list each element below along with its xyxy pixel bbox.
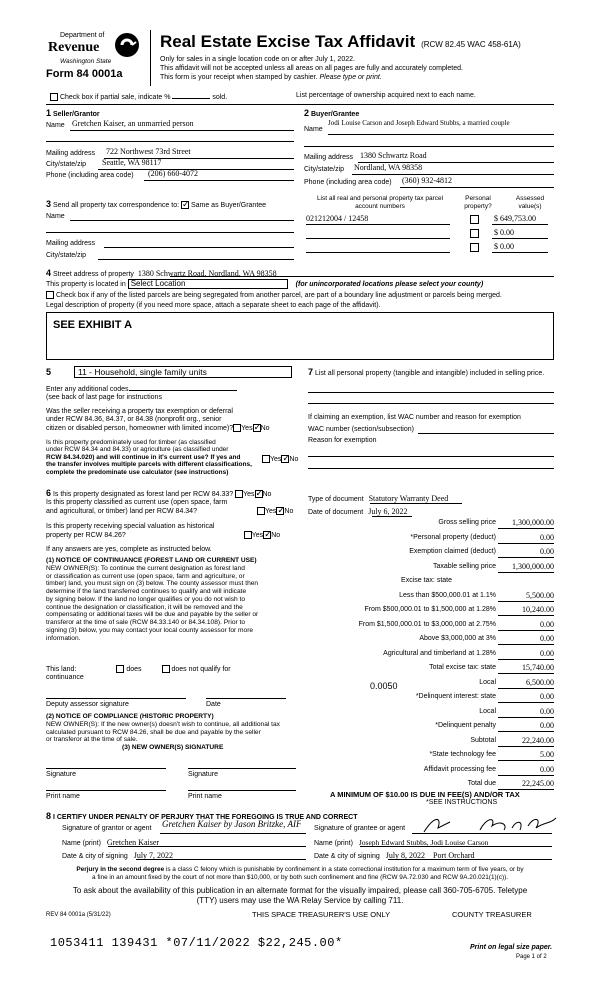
tax-row-value[interactable]: 22,240.00 xyxy=(522,736,554,745)
legal-label: Legal description of property (if you need more space, attach a separate sheet to each page of the affidavit). xyxy=(46,302,381,309)
dor-logo-icon xyxy=(114,32,140,58)
personal-header: Personal property? xyxy=(464,195,492,211)
title-row xyxy=(160,32,521,52)
this-land-row: This land: does does not qualify for continuance xyxy=(46,665,231,681)
personal-property-checkbox[interactable] xyxy=(470,243,479,252)
does-not-checkbox[interactable] xyxy=(162,665,170,673)
assessed-header: Assessed value(s) xyxy=(515,195,545,211)
tax-row-value[interactable]: 5,500.00 xyxy=(526,591,554,600)
buyer-mailing-row: Mailing address 1380 Schwartz Road xyxy=(304,151,427,161)
buyer-heading: 2 Buyer/Grantee xyxy=(304,108,360,118)
tax-row-label: *Personal property (deduct) xyxy=(410,534,496,541)
buyer-city-field[interactable]: Nordland, WA 98358 xyxy=(354,163,423,172)
segregated-row: Check box if any of the listed parcels are being segregated from another parcel, are part of a boundary line adjustment or parcels being merged. xyxy=(46,291,502,300)
tax-row-value[interactable]: 0.00 xyxy=(540,620,554,629)
assessed-value[interactable]: $ 0.00 xyxy=(494,228,514,237)
tax-row-label: Less than $500,000.01 at 1.1% xyxy=(399,592,496,599)
owner-sig-label: Signature xyxy=(46,771,76,778)
s6-q1-yes[interactable] xyxy=(235,490,243,498)
tax-row-label: Total excise tax: state xyxy=(429,664,496,671)
notice-2: This affidavit will not be accepted unless all areas on all pages are fully and accurately completed. xyxy=(160,65,463,73)
revenue-wordmark: Revenue xyxy=(48,40,100,55)
buyer-name-row: Name Jodi Louise Carson and Joseph Edward Stubbs, a married couple xyxy=(304,119,510,133)
q2-no-checkbox[interactable] xyxy=(281,455,289,463)
notice-compliance: (2) NOTICE OF COMPLIANCE (HISTORIC PROPERTY) NEW OWNER(S): If the new owner(s) doesn't wish to continue, all additional tax calculated pursuant to RCW 84.26, shall be due and payable by the seller or transferor at the time of sale. (3) NEW OWNER(S) SIGNATURE xyxy=(46,713,280,752)
ownership-pct-label: List percentage of ownership acquired next to each name. xyxy=(296,92,476,99)
print-name-label: Print name xyxy=(46,793,80,800)
q1-no-checkbox[interactable] xyxy=(253,424,261,432)
s6-q1: 6 Is this property designated as forest land per RCW 84.33? Yes✓ No xyxy=(46,488,271,499)
treasurer-only: THIS SPACE TREASURER'S USE ONLY xyxy=(252,910,391,919)
perjury-notice: Perjury in the second degree is a class C felony which is punishable by confinement in a state correctional institution for a maximum term of five years, or by a fine in an amount fixed by the court of not more than $10,000, or by both such confinement and fine (RCW 9A.72.030 and RCW 9A.20.021(1)(c)). xyxy=(76,866,524,881)
q2-yes-checkbox[interactable] xyxy=(262,455,270,463)
partial-sale-label: Check box if partial sale, indicate % xyxy=(59,93,171,101)
tax-row-value[interactable]: 10,240.00 xyxy=(522,605,554,614)
local-rate: 0.0050 xyxy=(370,681,398,691)
buyer-phone-row: Phone (including area code) (360) 932-4812 xyxy=(304,176,452,186)
grantee-name-row: Name (print) Joseph Edward Stubbs, Jodi Louise Carson xyxy=(314,838,489,847)
tax-row-label: Agricultural and timberland at 1.28% xyxy=(383,650,496,657)
tax-row-label: From $1,500,000.01 to $3,000,000 at 2.75% xyxy=(358,621,496,628)
additional-codes: Enter any additional codes (see back of last page for instructions xyxy=(46,386,237,403)
page-title: Real Estate Excise Tax Affidavit xyxy=(160,32,416,51)
page-number: Page 1 of 2 xyxy=(516,954,547,960)
tax-row-label: Total due xyxy=(467,780,496,787)
s3-name-label: Name xyxy=(46,213,65,220)
dept-line: Department of xyxy=(60,32,105,39)
header-notices xyxy=(160,55,463,82)
doc-date-field[interactable]: July 6, 2022 xyxy=(368,507,408,516)
tax-row-value[interactable]: 22,245.00 xyxy=(522,779,554,788)
use-code-select[interactable]: 11 - Household, single family units xyxy=(74,366,292,378)
grantor-date-row: Date & city of signing July 7, 2022 xyxy=(62,851,174,860)
grantee-signature-icon[interactable] xyxy=(420,814,560,836)
tax-row-label: Subtotal xyxy=(470,737,496,744)
partial-sale-checkbox[interactable] xyxy=(50,93,58,101)
grantor-sig-row: Signature of grantor or agent xyxy=(62,825,152,832)
seller-city-row: City/state/zip Seattle, WA 98117 xyxy=(46,158,162,168)
minimum-due-note: A MINIMUM OF $10.00 IS DUE IN FEE(S) AND/OR TAX xyxy=(330,790,520,799)
tax-row-label: Affidavit processing fee xyxy=(423,766,496,773)
q1-yes-checkbox[interactable] xyxy=(233,424,241,432)
tax-row-value[interactable]: 0.00 xyxy=(540,707,554,716)
does-checkbox[interactable] xyxy=(116,665,124,673)
grantee-date-row: Date & city of signing July 8, 2022 Port Orchard xyxy=(314,851,475,860)
s6-q3-no[interactable] xyxy=(263,531,271,539)
deputy-sig-label: Deputy assessor signature xyxy=(46,701,129,708)
grantor-print-name[interactable]: Gretchen Kaiser xyxy=(106,838,160,847)
street-row: 4 Street address of property 1380 Schwartz Road, Nordland, WA 98358 xyxy=(46,268,277,278)
seller-name-row: Name Gretchen Kaiser, an unmarried person xyxy=(46,119,194,129)
any-yes-note: If any answers are yes, complete as instructed below. xyxy=(46,546,212,553)
buyer-name-field[interactable]: Jodi Louise Carson and Joseph Edward Stubbs, a married couple xyxy=(328,119,510,127)
tax-row-value[interactable]: 0.00 xyxy=(540,765,554,774)
s6-q3-yes[interactable] xyxy=(244,531,252,539)
wac-label: WAC number (section/subsection) xyxy=(308,426,414,433)
tax-row-value[interactable]: 1,300,000.00 xyxy=(512,518,554,527)
tax-row-label: Above $3,000,000 at 3% xyxy=(419,635,496,642)
tax-row-value[interactable]: 6,500.00 xyxy=(526,678,554,687)
doc-date-row: Date of document July 6, 2022 xyxy=(308,507,408,516)
s6-q1-no[interactable] xyxy=(255,490,263,498)
legal-description-text: SEE EXHIBIT A xyxy=(53,319,133,331)
grantor-date[interactable]: July 7, 2022 xyxy=(133,851,174,860)
tax-row-label: Taxable selling price xyxy=(432,563,496,570)
grantee-sig-row: Signature of grantee or agent xyxy=(314,825,406,832)
tax-row-label: *State technology fee xyxy=(429,751,496,758)
tax-row-label: Local xyxy=(479,708,496,715)
tax-row-label: Exemption claimed (deduct) xyxy=(409,548,496,555)
seller-phone-row: Phone (including area code) (206) 660-4072 xyxy=(46,169,198,179)
s3-mailing-label: Mailing address xyxy=(46,240,96,247)
tax-row-label: *Delinquent penalty xyxy=(435,722,496,729)
grantee-city[interactable]: Port Orchard xyxy=(433,851,475,860)
reason-label: Reason for exemption xyxy=(308,437,377,444)
buyer-city-row: City/state/zip Nordland, WA 98358 xyxy=(304,163,423,173)
tax-row-label: From $500,000.01 to $1,500,000 at 1.28% xyxy=(364,606,496,613)
tax-row-value[interactable]: 5.00 xyxy=(540,750,554,759)
location-select[interactable]: Select Location xyxy=(128,279,288,289)
see-instructions: *SEE INSTRUCTIONS xyxy=(426,799,498,806)
location-row: This property is located in Select Location (for unincorporated locations please select your county) xyxy=(46,279,484,288)
tax-row-value[interactable]: 0.00 xyxy=(540,721,554,730)
rev-number: REV 84 0001a (5/31/22) xyxy=(46,912,111,918)
tax-row-value[interactable]: 0.00 xyxy=(540,692,554,701)
legal-paper-note: Print on legal size paper. xyxy=(470,944,553,951)
tax-row-value[interactable]: 0.00 xyxy=(540,634,554,643)
assessed-value[interactable]: $ 0.00 xyxy=(494,242,514,251)
grantee-print-name[interactable]: Joseph Edward Stubbs, Jodi Louise Carson xyxy=(358,838,489,847)
doc-type-row: Type of document Statutory Warranty Deed xyxy=(308,494,449,503)
segregated-checkbox[interactable] xyxy=(46,291,54,299)
assessed-value[interactable]: $ 649,753.00 xyxy=(494,214,536,223)
seller-phone-field[interactable]: (206) 660-4072 xyxy=(148,169,198,178)
tax-row-value[interactable]: 0.00 xyxy=(540,533,554,542)
seller-name-field[interactable]: Gretchen Kaiser, an unmarried person xyxy=(72,119,194,128)
owner-sig-label-2: Signature xyxy=(188,771,218,778)
tax-row-value[interactable]: 0.00 xyxy=(540,649,554,658)
personal-property-checkbox[interactable] xyxy=(470,215,479,224)
s3-city-label: City/state/zip xyxy=(46,252,87,259)
tax-row-value[interactable]: 0.00 xyxy=(540,547,554,556)
tax-row-label: Gross selling price xyxy=(438,519,496,526)
section3-row: 3 Send all property tax correspondence to: ✓ Same as Buyer/Grantee xyxy=(46,199,266,210)
buyer-phone-field[interactable]: (360) 932-4812 xyxy=(402,176,452,185)
parcel-header: List all real and personal property tax parcel account numbers xyxy=(316,195,444,211)
s6-q2: Is this property classified as current use (open space, farm and agricultural, or timber) land per RCW 84.34? Yes✓ No xyxy=(46,499,293,516)
form-number: Form 84 0001a xyxy=(46,68,123,80)
tax-row-label: Excise tax: state xyxy=(401,577,452,584)
county-treasurer: COUNTY TREASURER xyxy=(452,910,532,919)
state-line: Washington State xyxy=(60,58,112,65)
seller-mailing-field[interactable]: 722 Northwest 73rd Street xyxy=(106,147,191,156)
s6-q2-no[interactable] xyxy=(276,507,284,515)
q2-text: Is this property predominately used for timber (as classified under RCW 84.34 and 84.33) or agriculture (as classified under RCW 84.34.020) and will continue in it's current use? If yes and the transfer involves multiple parcels with different classifications, complete the predominate use calculator (see instructions) xyxy=(46,439,252,476)
treasurer-stamp: 1053411 139431 *07/11/2022 $22,245.00* xyxy=(50,936,343,950)
dor-logo-block xyxy=(46,30,146,86)
seller-city-field[interactable]: Seattle, WA 98117 xyxy=(102,158,162,167)
notice-1: Only for sales in a single location code on or after July 1, 2022. xyxy=(160,56,355,63)
tax-row-value[interactable]: 1,300,000.00 xyxy=(512,562,554,571)
s6-q3: Is this property receiving special valuation as historical property per RCW 84.26? Yes✓ No xyxy=(46,523,280,540)
personal-property-checkbox[interactable] xyxy=(470,229,479,238)
grantor-signature[interactable]: Gretchen Kaiser by Jason Britzke, AIF xyxy=(162,819,302,829)
section7-label: 7 List all personal property (tangible and intangible) included in selling price. xyxy=(308,367,545,377)
rcw-ref: (RCW 82.45 WAC 458-61A) xyxy=(421,40,521,49)
seller-mailing-row: Mailing address 722 Northwest 73rd Street xyxy=(46,147,191,157)
certify-line: 8 I CERTIFY UNDER PENALTY OF PERJURY THAT THE FOREGOING IS TRUE AND CORRECT xyxy=(46,811,358,821)
partial-sale-row: Check box if partial sale, indicate % sold. xyxy=(50,93,227,102)
parcel-number[interactable]: 021212004 / 12458 xyxy=(306,214,369,223)
same-as-buyer-checkbox[interactable] xyxy=(181,201,189,209)
legal-description-box[interactable] xyxy=(46,312,554,360)
date-label: Date xyxy=(206,701,221,708)
exemption-label: If claiming an exemption, list WAC number and reason for exemption xyxy=(308,414,521,421)
q1-text: Was the seller receiving a property tax exemption or deferral under RCW 84.36, 84.37, or 84.38 (nonprofit org., senior citizen or disabled person, homeowner with limited income)? Yes✓ No xyxy=(46,408,296,433)
grantor-name-row: Name (print) Gretchen Kaiser xyxy=(62,838,160,847)
doc-type-field[interactable]: Statutory Warranty Deed xyxy=(368,494,449,503)
seller-heading: 1 Seller/Grantor xyxy=(46,108,100,118)
notice-3: This form is your receipt when stamped by cashier. Please type or print. xyxy=(160,74,382,82)
tax-row-label: Local xyxy=(479,679,496,686)
s5-num: 5 xyxy=(46,367,52,377)
street-address-field[interactable]: 1380 Schwartz Road, Nordland, WA 98358 xyxy=(137,269,277,278)
q2-yes-no: Yes✓ No xyxy=(262,455,298,464)
tax-row-label: *Delinquent interest: state xyxy=(415,693,496,700)
print-name-label-2: Print name xyxy=(188,793,222,800)
s6-q2-yes[interactable] xyxy=(257,507,265,515)
grantee-date[interactable]: July 8, 2022 xyxy=(385,851,426,860)
buyer-mailing-field[interactable]: 1380 Schwartz Road xyxy=(360,151,427,160)
alt-format-notice: To ask about the availability of this publication in an alternate format for the visually impaired, please call 360-705-6705. Teletype (TTY) users may use the WA Relay Service by calling 711. xyxy=(72,886,528,905)
tax-row-value[interactable]: 15,740.00 xyxy=(522,663,554,672)
notice-continuance: (1) NOTICE OF CONTINUANCE (FOREST LAND OR CURRENT USE) NEW OWNER(S): To continue the current designation as forest land or classification as current use (open space, farm and agriculture, or timber) land, you must sign on (3) below. The county assessor must then determine if the land transferred continues to qualify and will indicate by signing below. If the land no longer qualifies or you do not wish to continue the designation or classification, it will be removed and the compensating or additional taxes will be due and payable by the seller or transferor at the time of sale (RCW 84.33.140 or 84.34.108). Prior to signing (3) below, you may contact your local county assessor for more information. xyxy=(46,557,259,642)
